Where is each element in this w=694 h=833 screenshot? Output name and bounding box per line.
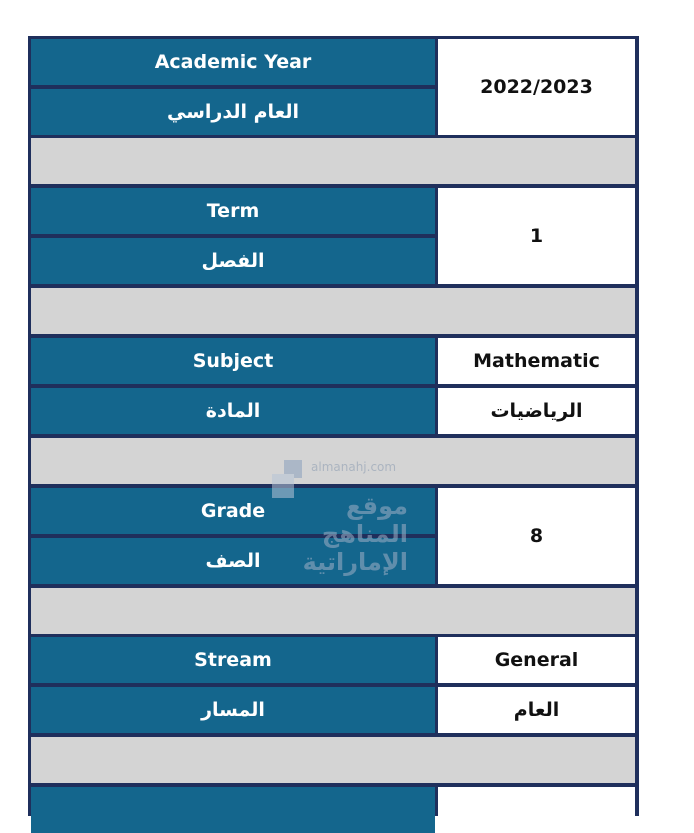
watermark-site: almanahj.com bbox=[311, 460, 397, 474]
term-value: 1 bbox=[438, 188, 635, 284]
subject-value-en: Mathematic bbox=[438, 338, 635, 384]
academic-year-value: 2022/2023 bbox=[438, 39, 635, 135]
subject-value-ar: الرياضيات bbox=[438, 388, 635, 434]
next-row-value bbox=[438, 787, 635, 833]
subject-label-en: Subject bbox=[31, 338, 435, 384]
academic-year-label-ar: العام الدراسي bbox=[31, 89, 435, 135]
term-label-en: Term bbox=[31, 188, 435, 234]
stream-value-en: General bbox=[438, 637, 635, 683]
spacer-row bbox=[31, 288, 635, 334]
academic-year-label-en: Academic Year bbox=[31, 39, 435, 85]
spacer-row bbox=[31, 737, 635, 783]
watermark-name: موقع المناهج الإماراتية bbox=[302, 492, 408, 576]
grade-value: 8 bbox=[438, 488, 635, 584]
spacer-row bbox=[31, 588, 635, 634]
spacer-row bbox=[31, 438, 635, 484]
grade-label-en: Grade bbox=[31, 488, 435, 534]
term-label-ar: الفصل bbox=[31, 238, 435, 284]
grade-label-ar: الصف bbox=[31, 538, 435, 584]
subject-label-ar: المادة bbox=[31, 388, 435, 434]
info-table bbox=[28, 36, 639, 816]
stream-label-ar: المسار bbox=[31, 687, 435, 733]
stream-value-ar: العام bbox=[438, 687, 635, 733]
stream-label-en: Stream bbox=[31, 637, 435, 683]
spacer-row bbox=[31, 138, 635, 184]
next-row-label bbox=[31, 787, 435, 833]
